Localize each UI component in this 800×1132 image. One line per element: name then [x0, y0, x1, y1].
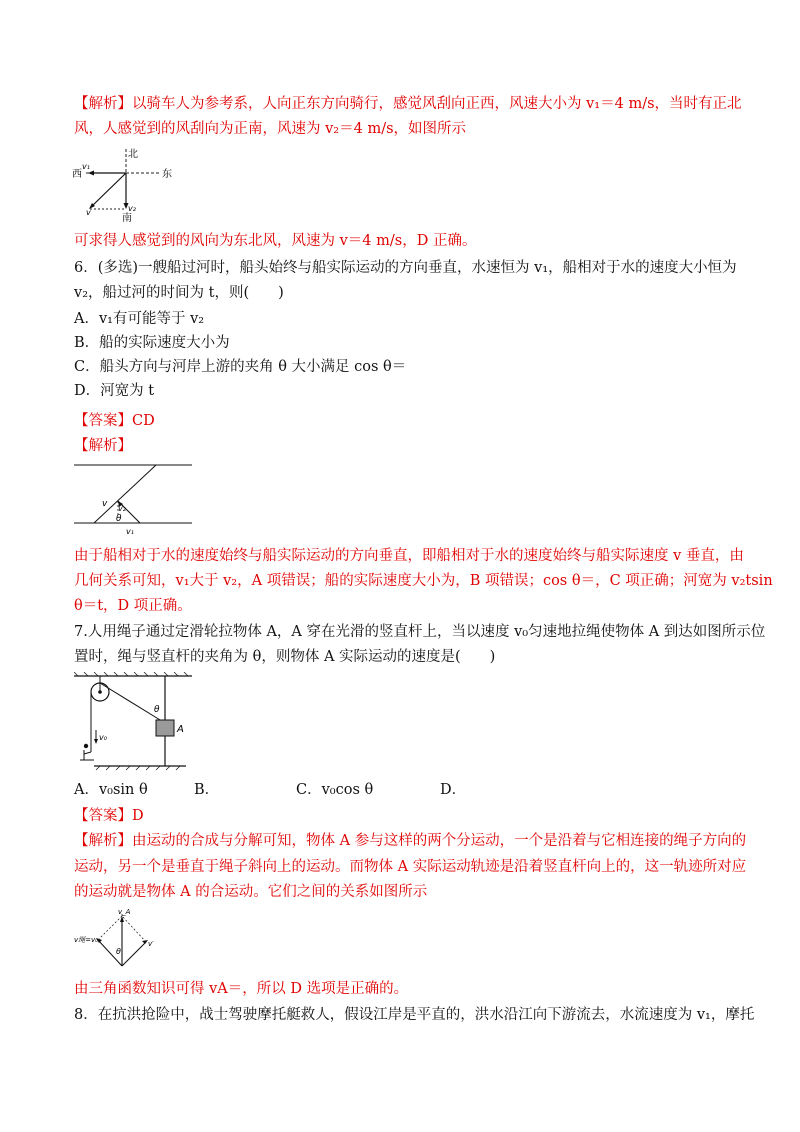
- west-label: 西: [72, 169, 82, 180]
- q6-option-c: C．船头方向与河岸上游的夹角 θ 大小满足 cos θ＝: [74, 359, 407, 375]
- q6-v-label: v: [102, 499, 108, 509]
- analysis-line-2: 风，人感觉到的风刮向为正南，风速为 v₂＝4 m/s，如图所示: [74, 121, 467, 137]
- vrope-label: v绳=v₀: [74, 936, 98, 944]
- east-label: 东: [162, 169, 172, 180]
- q7-explanation-2: 运动，另一个是垂直于绳子斜向上的运动。而物体 A 实际运动轨迹是沿着竖直杆向上的，这一轨迹所对应: [74, 859, 747, 875]
- q6-stem-1: 6．(多选)一艘船过河时，船头始终与船实际运动的方向垂直，水速恒为 v₁，船相对于水的速度大小恒为: [74, 260, 737, 276]
- south-label: 南: [122, 213, 132, 224]
- q7-stem-1: 7.人用绳子通过定滑轮拉物体 A，A 穿在光滑的竖直杆上，当以速度 v₀匀速地拉绳使物体 A 到达如图所示位: [74, 624, 766, 640]
- vprime-label: v′: [148, 940, 154, 948]
- q6-analysis-heading: 【解析】: [74, 438, 132, 454]
- vA-label: v_A: [118, 908, 131, 916]
- q7-explanation-4: 由三角函数知识可得 vA＝，所以 D 选项是正确的。: [74, 981, 409, 997]
- q7-option-a: A．v₀sin θ: [74, 782, 148, 798]
- q6-explanation-1: 由于船相对于水的速度始终与船实际运动的方向垂直，即船相对于水的速度始终与船实际速度 v 垂直，由: [74, 548, 744, 564]
- q7-option-d: D．: [440, 782, 467, 798]
- q6-v2-label: v₂: [118, 504, 126, 513]
- q6-option-a: A．v₁有可能等于 v₂: [74, 311, 205, 327]
- q6-v1-label: v₁: [126, 527, 134, 536]
- pulley-diagram: [74, 672, 194, 772]
- q6-answer: 【答案】CD: [74, 413, 155, 429]
- block-a-label: A: [177, 724, 184, 735]
- q7-explanation-3: 的运动就是物体 A 的合运动。它们之间的关系如图所示: [74, 884, 428, 900]
- q7-fig2-theta-label: θ: [116, 947, 121, 956]
- q6-theta-label: θ: [116, 514, 122, 524]
- q6-option-d: D．河宽为 t: [74, 383, 155, 399]
- north-label: 北: [128, 149, 138, 160]
- wind-vector-diagram: [70, 145, 180, 225]
- v-label: v: [86, 208, 91, 217]
- analysis-conclusion: 可求得人感觉到的风向为东北风，风速为 v＝4 m/s，D 正确。: [74, 233, 477, 249]
- q7-theta-label: θ: [154, 705, 160, 715]
- q7-stem-2: 置时，绳与竖直杆的夹角为 θ，则物体 A 实际运动的速度是( ): [74, 649, 496, 665]
- analysis-line-1: 【解析】以骑车人为参考系，人向正东方向骑行，感觉风刮向正西，风速大小为 v₁＝4 m/s，当时有正北: [74, 96, 742, 112]
- q6-option-b: B．船的实际速度大小为: [74, 335, 230, 351]
- v1-label: v₁: [82, 162, 90, 171]
- v2-label: v₂: [128, 204, 136, 213]
- q7-option-c: C．v₀cos θ: [296, 782, 374, 798]
- velocity-decomposition-diagram: [74, 908, 174, 970]
- q6-stem-2: v₂，船过河的时间为 t，则( ): [74, 285, 284, 301]
- q6-explanation-3: θ＝t，D 项正确。: [74, 598, 192, 614]
- q7-option-b: B．: [194, 782, 220, 798]
- q7-answer: 【答案】D: [74, 808, 144, 824]
- q8-stem-1: 8．在抗洪抢险中，战士驾驶摩托艇救人，假设江岸是平直的，洪水沿江向下游流去，水流速度为 v₁，摩托: [74, 1007, 755, 1023]
- q7-explanation-1: 【解析】由运动的合成与分解可知，物体 A 参与这样的两个分运动，一个是沿着与它相连接的绳子方向的: [74, 833, 747, 849]
- q7-v0-label: v₀: [99, 733, 107, 742]
- q6-explanation-2: 几何关系可知，v₁大于 v₂，A 项错误；船的实际速度大小为，B 项错误；cos θ＝，C 项正确；河宽为 v₂tsin: [74, 573, 773, 589]
- river-crossing-diagram: [74, 460, 194, 540]
